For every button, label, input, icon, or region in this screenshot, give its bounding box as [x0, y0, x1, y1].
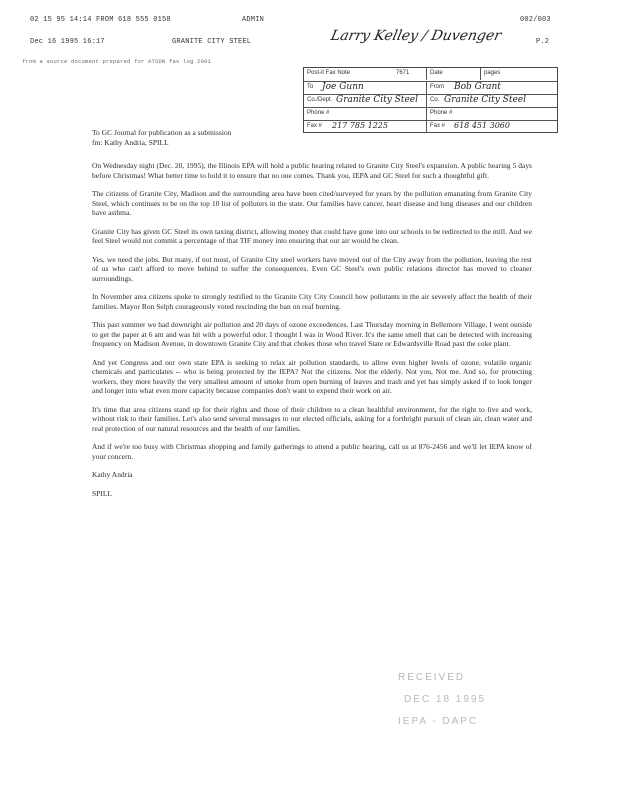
postit-codept-label: Co./Dept. [307, 97, 333, 103]
postit-row-to-from [304, 81, 557, 94]
postit-to-value: Joe Gunn [322, 82, 364, 92]
postit-phone2-label: Phone # [430, 110, 453, 116]
fax-header-line1-right: 002/003 [520, 16, 551, 24]
postit-form-number: 7671 [396, 70, 410, 76]
received-stamp-line1: RECEIVED [398, 672, 466, 683]
fax-header-line2-left: Dec 16 1995 16:17 [30, 38, 105, 46]
postit-codept-value: Granite City Steel [336, 95, 418, 105]
postit-divider [480, 68, 481, 80]
letter-paragraph: This past summer we had downright air pollution and 20 days of ozone exceedences. Last Thursday morning in Bellemore Village, I went outside to get the paper at 6 am and was hit with a powerful odor. I thought I was in Wood River. It's the same smell that can be detected with increasing frequency on Madison Avenue, in downtown Granite City and that chokes those who travel State or Edwardsville Road past the coke plant. [92, 320, 532, 348]
handwritten-note: Larry Kelley / Duvenger [329, 28, 503, 44]
fax-header-line2-center: GRANITE CITY STEEL [172, 38, 252, 46]
fax-header-line3: from a source document prepared for ATSDR fax log 2001 [22, 58, 212, 65]
postit-fax2-label: Fax # [430, 123, 446, 129]
postit-row-company [304, 94, 557, 107]
postit-phone-label: Phone # [307, 110, 330, 116]
letter-paragraph: Yes, we need the jobs. But many, if not most, of Granite City steel workers have moved out of the City away from the pollution, leaving the rest of us who can't afford to move behind to suffer the consequences. Even GC Steel's own public relations director has moved to cleaner surroundings. [92, 254, 532, 283]
postit-co-label: Co. [430, 97, 440, 103]
letter-paragraph: And yet Congress and our own state EPA is seeking to relax air pollution standards, to allow even higher levels of ozone, volatile organic chemicals and particulates -- who is being protected by the IEPA? Not the citizens. Not the elderly. Not you, Not me. And so, for protecting workers, they more heavily the very smallest amount of smoke from open burning of leaves and trash and yet has simply asked if to look longer and longer into what even more capacity because companies don't want to expend their work on air. [92, 357, 532, 395]
postit-row-phone [304, 107, 557, 120]
received-stamp-line2: DEC 18 1995 [404, 694, 487, 705]
letter-paragraph: And if we're too busy with Christmas shopping and family gatherings to attend a public hearing, call us at 876-2456 and we'll let IEPA know of your concern. [92, 442, 532, 461]
letter-heading: To GC Journal for publication as a submission [92, 128, 232, 137]
postit-divider [426, 82, 427, 94]
postit-divider [426, 68, 427, 80]
letter-from-line: fm: Kathy Andria, SPILL [92, 137, 169, 147]
postit-date-label: Date [430, 70, 443, 76]
received-stamp-line3: IEPA - DAPC [398, 716, 479, 727]
letter-paragraph: It's time that area citizens stand up for their rights and those of their children to a clean healthful environment, for the right to live and work, without risk to their families. Let's also send several messages to our elected officials, asking for a forthright pursuit of clean air, clean water and real protection of our natural resources and the health of our families. [92, 404, 532, 433]
postit-divider [426, 95, 427, 107]
signature-org: SPILL [92, 488, 112, 498]
postit-co-value: Granite City Steel [444, 95, 526, 105]
postit-pages-label: pages [484, 70, 501, 76]
letter-paragraph: Granite City has given GC Steel its own taxing district, allowing money that could have gone into our schools to be redirected to the mill. And we feel Steel would not commit a percentage of that TIF money into ensuring that our air would be clean. [92, 226, 532, 245]
letter-paragraph: On Wednesday night (Dec. 20, 1995), the Illinois EPA will hold a public hearing related to Granite City Steel's expansion. A public hearing 5 days before Christmas! What better time to hold it to ensure that no one comes. Thank you, IEPA and GC Steel for such a thoughtful gift. [92, 161, 532, 180]
fax-header-line1-center: ADMIN [242, 16, 265, 24]
postit-row-title [304, 68, 557, 80]
postit-from-label: From [430, 84, 444, 90]
signature-name: Kathy Andria [92, 470, 133, 479]
letter-body [92, 128, 532, 507]
letter-paragraph: In November area citizens spoke to strongly testified to the Granite City City Council how pollutants in the air severely affect the health of their families. Mayor Ron Selph courageously voted rescinding the ban on reaf burning. [92, 292, 532, 311]
fax-header-line2-right: P.2 [536, 38, 550, 46]
fax-header-line1-left: 02 15 95 14:14 FROM 618 555 0158 [30, 16, 171, 24]
postit-fax-note [303, 67, 558, 133]
postit-fax-label: Fax # [307, 123, 323, 129]
postit-title: Post-it Fax Note [307, 70, 351, 76]
postit-to-label: To [307, 84, 314, 90]
postit-from-value: Bob Grant [454, 82, 501, 92]
letter-paragraph: The citizens of Granite City, Madison and the surrounding area have been cited/surveyed for years by the pollution emanating from Granite City Steel, which continues to be on the top 10 list of polluters in the state. Our families have cancer, heart disease and lung diseases and our children have asthma. [92, 189, 532, 217]
postit-divider [426, 108, 427, 120]
postit-fax-value: 217 785 1225 [332, 121, 388, 130]
postit-fax2-value: 618 451 3060 [454, 121, 510, 130]
